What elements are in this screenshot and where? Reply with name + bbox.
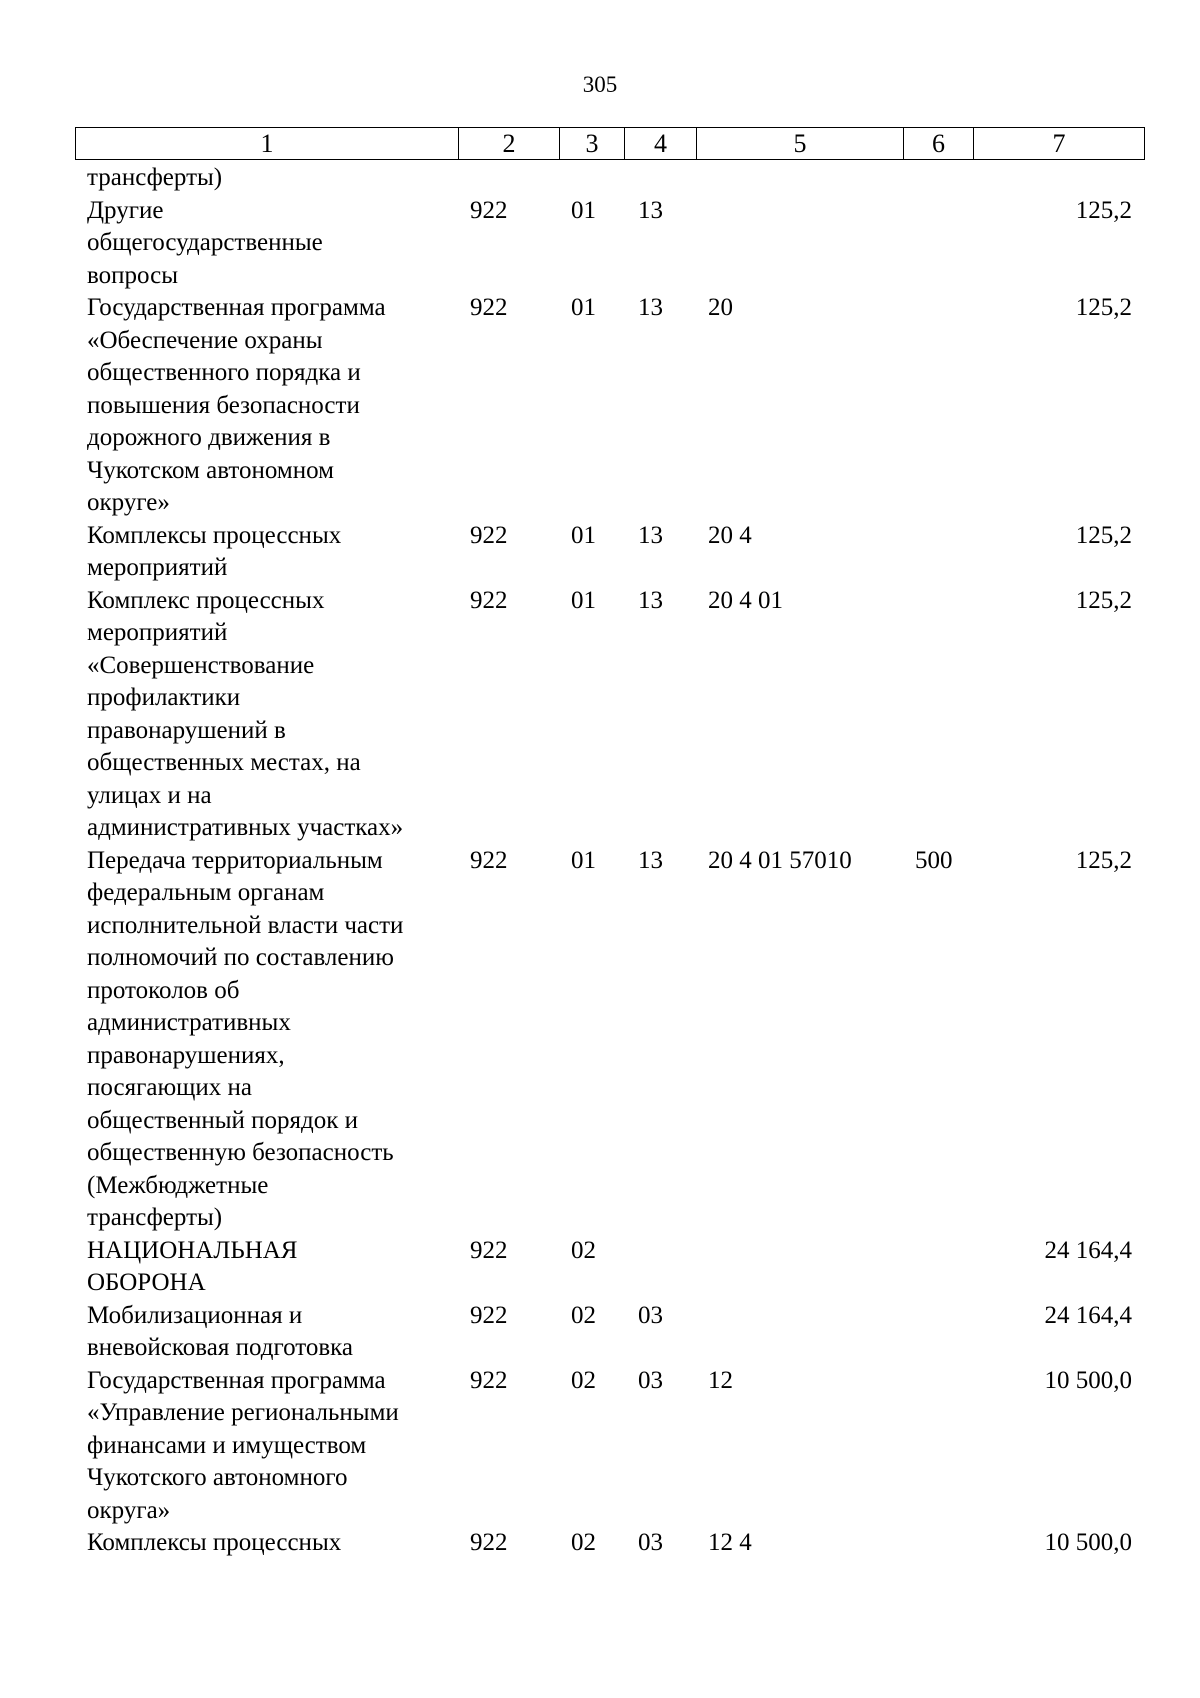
row-ministry-code: 922 [470,196,508,224]
row-amount: 10 500,0 [1044,1529,1132,1556]
row-subsection: 13 [638,586,663,614]
page-number: 305 [582,72,618,97]
row-expense-type: 500 [915,846,953,874]
column-header-6: 6 [904,128,974,160]
row-amount: 125,2 [1075,586,1132,614]
row-subsection: 03 [638,1529,663,1556]
table-row [75,195,1144,293]
row-name: Комплекс процессных мероприятий «Совершенствование профилактики правонарушений в общественных местах, на улицах и на административных участках» [87,586,404,841]
column-header-7: 7 [974,128,1145,160]
table-row [75,845,1144,1235]
row-target-article [696,1300,903,1365]
row-expense-type [903,520,973,585]
row-amount: 10 500,0 [1044,1366,1132,1394]
budget-table [75,162,1144,1560]
row-target-article: 12 4 [708,1529,752,1556]
row-expense-type [903,195,973,293]
row-section: 01 [571,586,596,614]
row-ministry-code: 922 [470,1236,508,1264]
row-subsection: 13 [638,521,663,549]
column-header-4: 4 [625,128,697,160]
row-expense-type [903,292,973,520]
row-name: Комплексы процессных мероприятий [87,521,342,581]
row-name: Передача территориальным федеральным органам исполнительной власти части полномочий по составлению протоколов об административных правонарушениях, посягающих на общественный порядок и общественную безопасность (Межбюджетные трансферты) [87,846,404,1231]
row-section [559,162,624,195]
row-expense-type [903,162,973,195]
row-target-article: 20 4 01 [708,586,783,614]
row-subsection: 03 [638,1366,663,1394]
row-ministry-code: 922 [470,1529,508,1556]
column-header-1: 1 [76,128,459,160]
table-row [75,585,1144,845]
table-row [75,520,1144,585]
row-name: трансферты) [87,164,223,191]
row-amount: 125,2 [1075,196,1132,224]
row-ministry-code: 922 [470,521,508,549]
row-amount: 24 164,4 [1044,1301,1132,1329]
row-target-article: 20 4 [708,521,752,549]
row-target-article [696,162,903,195]
row-section: 01 [571,521,596,549]
column-header-2: 2 [459,128,560,160]
row-expense-type [903,585,973,845]
row-name: НАЦИОНАЛЬНАЯ ОБОРОНА [87,1236,298,1296]
table-body [75,162,1144,1560]
row-ministry-code: 922 [470,294,508,321]
row-section: 01 [571,294,596,321]
row-subsection: 13 [638,846,663,874]
row-section: 02 [571,1366,596,1394]
row-section: 01 [571,196,596,224]
table-row [75,1365,1144,1528]
row-ministry-code: 922 [470,586,508,614]
row-target-article [696,1235,903,1300]
row-section: 02 [571,1529,596,1556]
row-ministry-code: 922 [470,846,508,874]
row-target-article [696,195,903,293]
row-name: Комплексы процессных [87,1529,342,1556]
column-header-3: 3 [560,128,625,160]
table-row [75,162,1144,195]
row-target-article: 20 4 01 57010 [708,846,852,874]
row-ministry-code: 922 [470,1301,508,1329]
row-expense-type [903,1235,973,1300]
row-subsection: 13 [638,196,663,224]
row-subsection [624,1235,696,1300]
table-row [75,292,1144,520]
row-amount [973,162,1144,195]
row-subsection: 13 [638,294,663,321]
row-ministry-code [458,162,559,195]
row-amount: 125,2 [1075,294,1132,321]
row-section: 01 [571,846,596,874]
table-row [75,1527,1144,1560]
row-section: 02 [571,1236,596,1264]
row-expense-type [903,1365,973,1528]
column-header-5: 5 [697,128,904,160]
row-name: Мобилизационная и вневойсковая подготовка [87,1301,354,1361]
row-section: 02 [571,1301,596,1329]
row-name: Государственная программа «Обеспечение охраны общественного порядка и повышения безопасности дорожного движения в Чукотском автономном округе» [87,294,386,516]
row-subsection [624,162,696,195]
row-target-article: 20 [708,294,733,321]
table-row [75,1235,1144,1300]
row-target-article: 12 [708,1366,733,1394]
row-amount: 125,2 [1075,521,1132,549]
row-ministry-code: 922 [470,1366,508,1394]
table-row [75,1300,1144,1365]
row-amount: 125,2 [1075,846,1132,874]
column-header-table [75,127,1145,160]
row-subsection: 03 [638,1301,663,1329]
row-name: Другие общегосударственные вопросы [87,196,323,289]
row-name: Государственная программа «Управление региональными финансами и имуществом Чукотского автономного округа» [87,1366,399,1524]
row-expense-type [903,1527,973,1560]
row-amount: 24 164,4 [1044,1236,1132,1264]
column-header-row [76,128,1145,160]
row-expense-type [903,1300,973,1365]
